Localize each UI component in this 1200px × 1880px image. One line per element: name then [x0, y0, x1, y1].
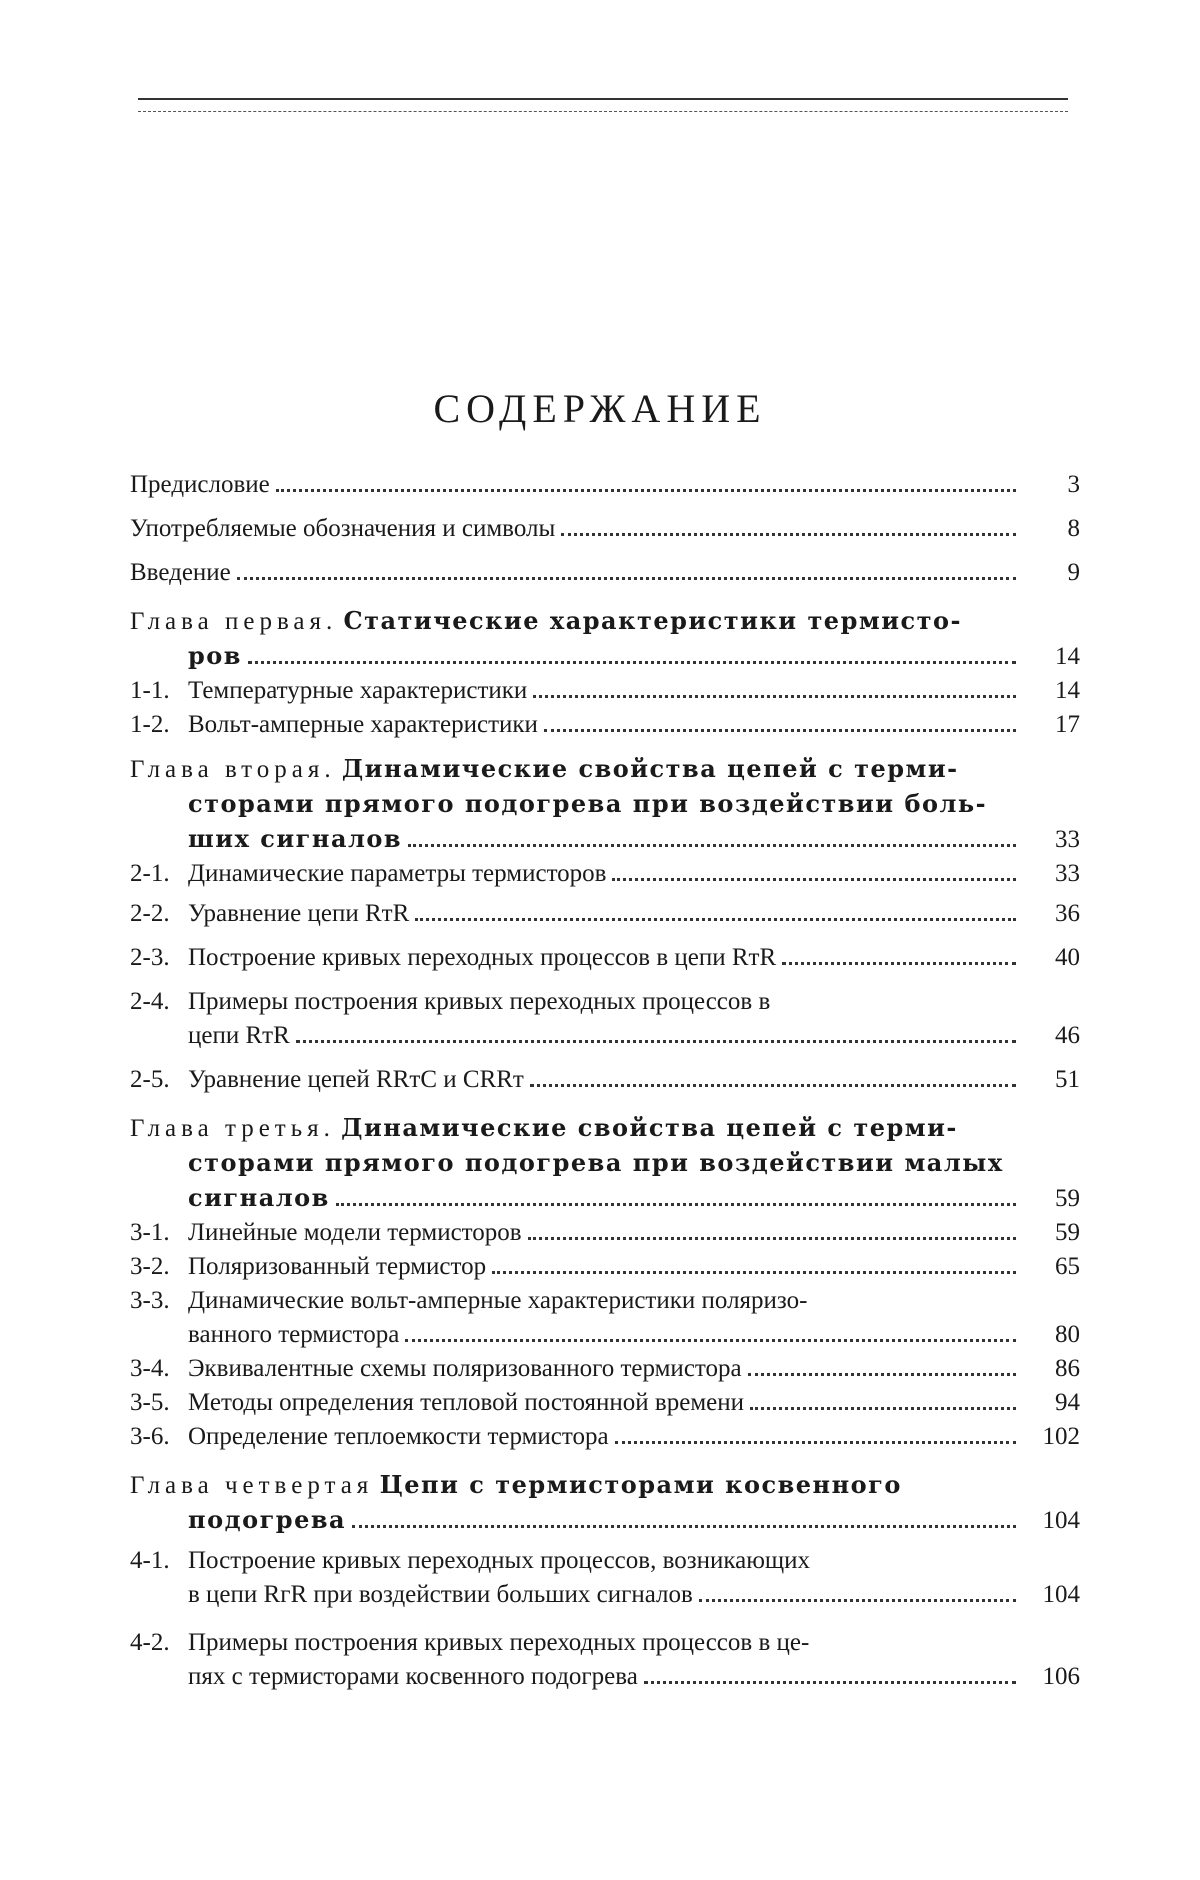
page-number: 33 [1055, 826, 1080, 853]
toc-section [130, 1352, 1080, 1386]
entry-text: Вольт-амперные характеристики [188, 711, 538, 738]
section-number: 2-3. [130, 944, 170, 971]
section-number: 2-5. [130, 1066, 170, 1093]
dot-leader [699, 1599, 1016, 1602]
dot-leader [276, 489, 1016, 492]
chapter-title: Цепи с термисторами косвенного [379, 1470, 902, 1499]
page-number: 33 [1055, 860, 1080, 887]
header-rule-top [138, 98, 1068, 100]
entry-text: Линейные модели термисторов [188, 1219, 522, 1246]
chapter-label: Глава третья. [130, 1115, 335, 1142]
toc-chapter-1 [130, 604, 1080, 674]
page-number: 8 [1067, 515, 1080, 542]
section-number: 3-3. [130, 1287, 170, 1314]
entry-text: Построение кривых переходных процессов в цепи RтR [188, 944, 777, 971]
dot-leader [561, 533, 1016, 536]
dot-leader [615, 1441, 1016, 1444]
chapter-title-end: сигналов [188, 1183, 330, 1212]
entry-text-cont: пях с термисторами косвенного подогрева [188, 1663, 638, 1690]
dot-leader [237, 577, 1016, 580]
toc-entry-preface [130, 468, 1080, 502]
dot-leader [415, 918, 1016, 921]
page-number: 14 [1055, 677, 1080, 704]
entry-text: Динамические параметры термисторов [188, 860, 607, 887]
toc-chapter-2 [130, 752, 1080, 857]
entry-text: Примеры построения кривых переходных процессов в [188, 988, 771, 1015]
toc-section [130, 985, 1080, 1053]
dot-leader [528, 1237, 1016, 1240]
page-number: 40 [1055, 944, 1080, 971]
dot-leader [405, 1339, 1016, 1342]
page-number: 102 [1042, 1423, 1080, 1450]
entry-text: Поляризованный термистор [188, 1253, 487, 1280]
toc-section [130, 1544, 1080, 1612]
toc-entry-introduction [130, 556, 1080, 590]
entry-text: Уравнение цепей RRтC и CRRт [188, 1066, 524, 1093]
dot-leader [750, 1407, 1016, 1410]
page-number: 17 [1055, 711, 1080, 738]
page-number: 80 [1055, 1321, 1080, 1348]
chapter-title-end: ших сигналов [188, 824, 403, 853]
page-number: 86 [1055, 1355, 1080, 1382]
page-number: 51 [1055, 1066, 1080, 1093]
page-number: 65 [1055, 1253, 1080, 1280]
page-number: 104 [1042, 1507, 1080, 1534]
entry-text: Уравнение цепи RтR [188, 900, 410, 927]
page-title: СОДЕРЖАНИЕ [433, 386, 767, 431]
toc-section [130, 1250, 1080, 1284]
section-number: 3-4. [130, 1355, 170, 1382]
dot-leader [533, 695, 1016, 698]
toc-section [130, 1386, 1080, 1420]
chapter-title-end: подогрева [188, 1505, 347, 1534]
chapter-title-cont: сторами прямого подогрева при воздействии малых [188, 1148, 1004, 1177]
toc-section [130, 857, 1080, 891]
section-number: 2-4. [130, 988, 170, 1015]
toc-section [130, 897, 1080, 931]
toc-section [130, 941, 1080, 975]
dot-leader [782, 962, 1016, 965]
page-number: 14 [1055, 643, 1080, 670]
entry-text: Предисловие [130, 471, 270, 498]
chapter-title: Динамические свойства цепей с терми- [341, 754, 959, 783]
dot-leader [544, 729, 1016, 732]
section-number: 3-2. [130, 1253, 170, 1280]
entry-text: Введение [130, 559, 231, 586]
toc-section [130, 1216, 1080, 1250]
toc-section [130, 1626, 1080, 1694]
page-number: 106 [1042, 1663, 1080, 1690]
section-number: 2-2. [130, 900, 170, 927]
page-number: 59 [1055, 1185, 1080, 1212]
dot-leader [352, 1525, 1016, 1528]
page-number: 46 [1055, 1022, 1080, 1049]
toc-section [130, 708, 1080, 742]
toc-chapter-3 [130, 1111, 1080, 1216]
entry-text: Динамические вольт-амперные характеристики поляризо- [188, 1287, 808, 1314]
dot-leader [336, 1203, 1016, 1206]
entry-text: Употребляемые обозначения и символы [130, 515, 556, 542]
toc-entry-symbols [130, 512, 1080, 546]
page-number: 104 [1042, 1581, 1080, 1608]
chapter-label: Глава четвертая [130, 1472, 374, 1499]
chapter-label: Глава первая. [130, 608, 338, 635]
entry-text: Определение теплоемкости термистора [188, 1423, 609, 1450]
page-number: 3 [1067, 471, 1080, 498]
dot-leader [644, 1681, 1016, 1684]
chapter-label: Глава вторая. [130, 756, 336, 783]
dot-leader [748, 1373, 1016, 1376]
page-number: 9 [1067, 559, 1080, 586]
dot-leader [612, 878, 1016, 881]
entry-text: Эквивалентные схемы поляризованного термистора [188, 1355, 742, 1382]
toc-section [130, 1284, 1080, 1352]
section-number: 3-5. [130, 1389, 170, 1416]
toc-section [130, 1063, 1080, 1097]
entry-text-cont: цепи RтR [188, 1022, 290, 1049]
dot-leader [248, 661, 1016, 664]
section-number: 4-2. [130, 1629, 170, 1656]
chapter-title: Статические характеристики термисто- [343, 606, 962, 635]
entry-text: Примеры построения кривых переходных процессов в це- [188, 1629, 810, 1656]
section-number: 4-1. [130, 1547, 170, 1574]
chapter-title-end: ров [188, 641, 242, 670]
toc-section [130, 674, 1080, 708]
section-number: 1-1. [130, 677, 170, 704]
chapter-title-cont: сторами прямого подогрева при воздействии боль- [188, 789, 988, 818]
page-number: 94 [1055, 1389, 1080, 1416]
page-number: 36 [1055, 900, 1080, 927]
toc-chapter-4 [130, 1468, 1080, 1538]
dot-leader [492, 1271, 1016, 1274]
entry-text: Построение кривых переходных процессов, возникающих [188, 1547, 811, 1574]
entry-text: Методы определения тепловой постоянной времени [188, 1389, 744, 1416]
dot-leader [408, 844, 1016, 847]
entry-text-cont: в цепи RгR при воздействии больших сигналов [188, 1581, 693, 1608]
section-number: 1-2. [130, 711, 170, 738]
header-rule-bottom [138, 111, 1068, 112]
section-number: 2-1. [130, 860, 170, 887]
section-number: 3-1. [130, 1219, 170, 1246]
table-of-contents [130, 468, 1080, 1694]
dot-leader [530, 1084, 1016, 1087]
toc-section [130, 1420, 1080, 1454]
page-number: 59 [1055, 1219, 1080, 1246]
section-number: 3-6. [130, 1423, 170, 1450]
dot-leader [296, 1040, 1016, 1043]
chapter-title: Динамические свойства цепей с терми- [341, 1113, 958, 1142]
entry-text: Температурные характеристики [188, 677, 528, 704]
entry-text-cont: ванного термистора [188, 1321, 400, 1348]
